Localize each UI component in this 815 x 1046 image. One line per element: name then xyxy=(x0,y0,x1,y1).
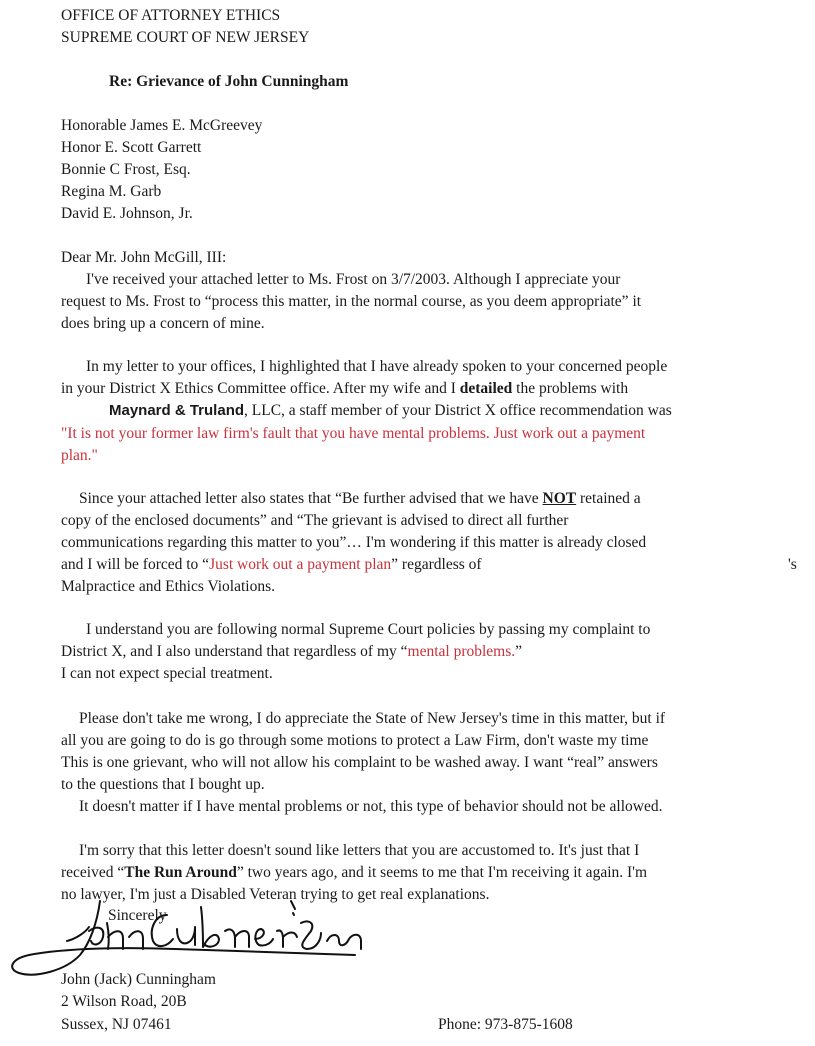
text-span: received “ xyxy=(61,864,125,881)
red-quote: mental problems. xyxy=(407,643,516,660)
paragraph-line: communications regarding this matter to you”… I'm wondering if this matter is already closed xyxy=(61,534,647,551)
bold-phrase: The Run Around xyxy=(124,864,237,881)
text-span: and I will be forced to “ xyxy=(61,556,210,573)
text-span: ” regardless of xyxy=(391,556,482,573)
paragraph-line: request to Ms. Frost to “process this matter, in the normal course, as you deem appropriate” it xyxy=(61,293,642,310)
re-line: Re: Grievance of John Cunningham xyxy=(109,73,349,90)
recipient: Honor E. Scott Garrett xyxy=(61,139,202,156)
paragraph-line: This is one grievant, who will not allow his complaint to be washed away. I want “real” answers xyxy=(61,754,658,771)
text-span: Since your attached letter also states that “Be further advised that we have xyxy=(79,490,543,507)
text-span: retained a xyxy=(576,490,641,507)
paragraph-line: to the questions that I bought up. xyxy=(61,776,265,793)
recipient: Honorable James E. McGreevey xyxy=(61,117,263,134)
paragraph-line xyxy=(61,642,522,662)
paragraph-line: copy of the enclosed documents” and “The grievant is advised to direct all further xyxy=(61,512,569,529)
red-quote: Just work out a payment plan xyxy=(209,556,392,573)
text-span: the problems with xyxy=(512,380,629,397)
text-span: , LLC, a staff member of your District X office recommendation was xyxy=(244,402,672,419)
text-span: ” xyxy=(515,643,523,660)
text-span: ” two years ago, and it seems to me that I'm receiving it again. I'm xyxy=(236,864,648,881)
possessive-suffix: 's xyxy=(788,556,797,573)
underlined-word: NOT xyxy=(542,490,577,507)
signer-name: John (Jack) Cunningham xyxy=(61,971,216,988)
paragraph-line xyxy=(61,863,647,883)
paragraph-line: no lawyer, I'm just a Disabled Veteran trying to get real explanations. xyxy=(61,886,490,903)
court-heading: SUPREME COURT OF NEW JERSEY xyxy=(61,29,310,46)
paragraph-line: In my letter to your offices, I highlighted that I have already spoken to your concerned people xyxy=(86,358,668,375)
paragraph-line: I can not expect special treatment. xyxy=(61,665,273,682)
paragraph-line: does bring up a concern of mine. xyxy=(61,315,265,332)
paragraph-line xyxy=(61,379,628,399)
bold-word: detailed xyxy=(459,380,513,397)
red-quote-line: "It is not your former law firm's fault that you have mental problems. Just work out a payment xyxy=(61,425,646,442)
paragraph-line xyxy=(109,401,672,421)
recipient: Bonnie C Frost, Esq. xyxy=(61,161,191,178)
closing: Sincerely xyxy=(108,907,167,924)
text-span: District X, and I also understand that regardless of my “ xyxy=(61,643,408,660)
red-quote-line: plan." xyxy=(61,447,98,464)
firm-name: Maynard & Truland xyxy=(109,402,245,419)
signer-phone: Phone: 973-875-1608 xyxy=(438,1016,573,1033)
paragraph-line xyxy=(79,489,641,509)
recipient: David E. Johnson, Jr. xyxy=(61,205,193,222)
recipient: Regina M. Garb xyxy=(61,183,162,200)
paragraph-line: Please don't take me wrong, I do appreciate the State of New Jersey's time in this matter, but if xyxy=(79,710,666,727)
signer-address-line-2: Sussex, NJ 07461 xyxy=(61,1016,172,1033)
paragraph-line: I understand you are following normal Supreme Court policies by passing my complaint to xyxy=(86,621,651,638)
signer-address-line-1: 2 Wilson Road, 20B xyxy=(61,993,187,1010)
salutation: Dear Mr. John McGill, III: xyxy=(61,249,227,266)
paragraph-line: It doesn't matter if I have mental problems or not, this type of behavior should not be allowed. xyxy=(79,798,663,815)
paragraph-line: Malpractice and Ethics Violations. xyxy=(61,578,276,595)
paragraph-line: all you are going to do is go through some motions to protect a Law Firm, don't waste my time xyxy=(61,732,649,749)
office-heading: OFFICE OF ATTORNEY ETHICS xyxy=(61,7,281,24)
paragraph-line: I've received your attached letter to Ms. Frost on 3/7/2003. Although I appreciate your xyxy=(86,271,621,288)
paragraph-line: I'm sorry that this letter doesn't sound like letters that you are accustomed to. It's just that I xyxy=(79,842,640,859)
paragraph-line xyxy=(61,555,482,575)
text-span: in your District X Ethics Committee office. After my wife and I xyxy=(61,380,460,397)
